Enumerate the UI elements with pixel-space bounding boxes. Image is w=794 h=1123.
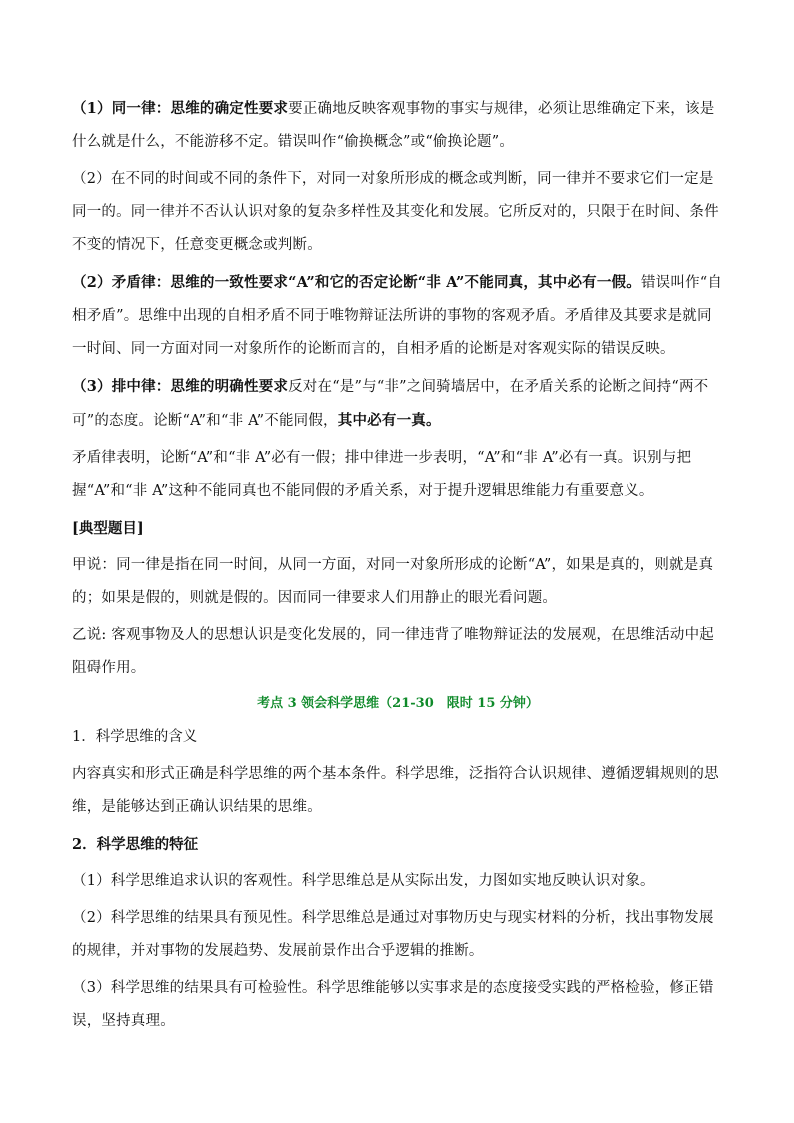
paragraph-yi-says: 乙说: 客观事物及人的思想认识是变化发展的，同一律违背了唯物辩证法的发展观，在思维活动中起阻碍作用。 (72, 627, 714, 676)
typical-question-heading: [典型题目] (72, 520, 144, 537)
excluded-middle-conclusion: 其中必有一真。 (337, 412, 441, 429)
paragraph-jia-says: 甲说：同一律是指在同一时间，从同一方面，对同一对象所形成的论断“A”，如果是真的，则就是真的；如果是假的，则就是假的。因而同一律要求人们用静止的眼光看问题。 (72, 557, 714, 606)
section-title: 考点 3 领会科学思维（21-30 限时 15 分钟） (257, 696, 539, 711)
paragraph-feature-verifiability: （3）科学思维的结果具有可检验性。科学思维能够以实事求是的态度接受实践的严格检验，修正错误，坚持真理。 (72, 980, 714, 1029)
heading-scientific-thinking-features: 2．科学思维的特征 (72, 836, 199, 853)
document-page (72, 92, 724, 1042)
excluded-middle-text: 反对在“是”与“非”之间骑墙居中，在矛盾关系的论断之间持“两不可”的态度。论断“A”和“非 A”不能同假， (72, 379, 709, 429)
paragraph-contradiction-law (72, 266, 724, 366)
paragraph-feature-objectivity: （1）科学思维追求认识的客观性。科学思维总是从实际出发，力图如实地反映认识对象。 (72, 873, 655, 889)
identity-law-requirement: 思维的确定性要求 (170, 100, 289, 117)
paragraph-scientific-thinking-definition: 内容真实和形式正确是科学思维的两个基本条件。科学思维，泛指符合认识规律、遵循逻辑规则的思维，是能够达到正确认识结果的思维。 (72, 766, 719, 815)
contradiction-law-text: 错误叫作“自相矛盾”。思维中出现的自相矛盾不同于唯物辩证法所讲的事物的客观矛盾。矛盾律及其要求是就同一时间、同一方面对同一对象所作的论断而言的，自相矛盾的论断是对客观实际的错误反映。 (72, 275, 723, 357)
identity-law-text: 要正确地反映客观事物的事实与规律，必须让思维确定下来，该是什么就是什么，不能游移不定。错误叫作“偷换概念”或“偷换论题”。 (72, 101, 715, 150)
paragraph-excluded-middle-law (72, 370, 724, 438)
heading-scientific-thinking-meaning: 1．科学思维的含义 (72, 729, 198, 745)
contradiction-law-requirement: （2）矛盾律：思维的一致性要求“A”和它的否定论断“非 A”不能同真，其中必有一假。 (72, 274, 641, 291)
identity-law-lead: （1）同一律： (72, 100, 171, 117)
paragraph-laws-summary: 矛盾律表明，论断“A”和“非 A”必有一假；排中律进一步表明，“A”和“非 A”必有一真。识别与把握“A”和“非 A”这种不能同真也不能同假的矛盾关系，对于提升逻辑思维能力有重要意义。 (72, 450, 692, 499)
paragraph-feature-predictability: （2）科学思维的结果具有预见性。科学思维总是通过对事物历史与现实材料的分析，找出事物发展的规律，并对事物的发展趋势、发展前景作出合乎逻辑的推断。 (72, 910, 714, 959)
paragraph-identity-law (72, 92, 724, 159)
paragraph-identity-law-note: （2）在不同的时间或不同的条件下，对同一对象所形成的概念或判断，同一律并不要求它们一定是同一的。同一律并不否认认识对象的复杂多样性及其变化和发展。它所反对的，只限于在时间、条件不变的情况下，任意变更概念或判断。 (72, 171, 719, 253)
excluded-middle-requirement: （3）排中律：思维的明确性要求 (72, 378, 289, 395)
